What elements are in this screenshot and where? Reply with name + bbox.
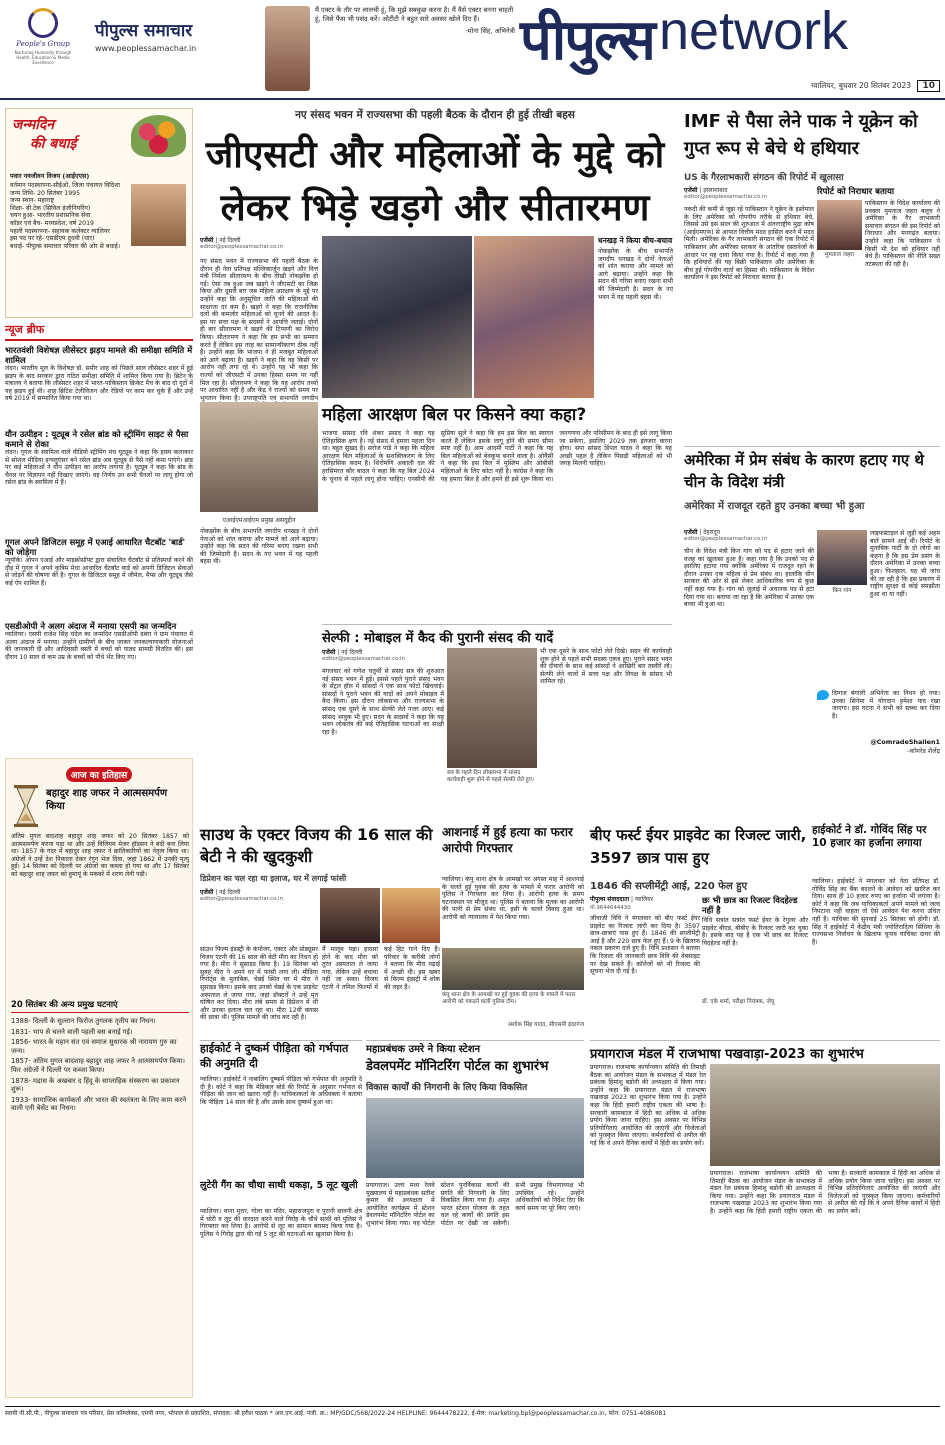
- lead-headline: जीएसटी और महिलाओं के मुद्दे को लेकर भिड़े खड़गे और सीतारमण: [205, 133, 665, 229]
- hc-teacher-body: ग्वालियर। हाईकोर्ट ने मंगलवार को नेता प्रतिपक्ष डॉ. गोविंद सिंह का बैंक बदलने के आवेदन को खारिज कर दिया। साथ ही 10 हजार रुपए का हर्जाना भी लगाया है। कोर्ट ने कहा कि जब याचिकाकर्ता अपने मामले को जल्द निपटाना नहीं चाहता तो ऐसे आवेदन पेश करना उचित नहीं है। याचिका की सुनवाई 25 सितंबर को होगी। डॉ. सिंह ने हाईकोर्ट में केंद्रीय मंत्री ज्योतिरादित्य सिंधिया के राज्यसभा निर्वाचन के खिलाफ चुनाव याचिका दायर की है।: [812, 878, 940, 946]
- vijay-title: साउथ के एक्टर विजय की 16 साल की बेटी ने की खुदकुशी: [200, 825, 433, 866]
- bfirst-phone: मो.9644644430: [590, 905, 631, 911]
- imf-subtitle: US के गैरलाभकारी संगठन की रिपोर्ट में खुलासा: [684, 173, 844, 183]
- bfirst-box-title: छः भी छात्र का रिजल्ट विदहेल्ड नहीं है: [702, 895, 798, 915]
- quotes-credit: एआईएमआईएम प्रमुख असदुद्दीन: [222, 517, 296, 524]
- mumtaz-photo: [817, 200, 862, 250]
- railway-photo: [366, 1098, 584, 1178]
- brief-item: [5, 345, 193, 425]
- brand-logo: [520, 0, 940, 80]
- bfirst-agency: पीपुल्स संवाददाता: [590, 896, 630, 903]
- hc-rape-body: ग्वालियर। हाईकोर्ट ने नाबालिग दुष्कर्म पीड़िता को गर्भपात की अनुमति दे दी है। कोर्ट ने कहा कि मेडिकल बोर्ड की रिपोर्ट के अनुसार गर्भपात से पीड़िता की जान को खतरा नहीं है। याचिकाकर्ता के अधिवक्ता ने बताया कि पीड़िता 14 साल की है और उसके साथ दुष्कर्म हुआ था।: [200, 1076, 362, 1106]
- history-event: 1933- सामाजिक कार्यकर्ता और भारत की स्वतंत्रता के लिए काम करने वाली एनी बेसेंट का निधन।: [11, 1095, 187, 1113]
- lead-photo-sitharaman: [474, 236, 594, 398]
- brand-english: network: [659, 1, 849, 61]
- bfirst-subtitle: 1846 की सप्लीमेंट्री आई, 220 फेल हुए: [590, 881, 748, 892]
- lead-city: नई दिल्ली: [219, 237, 241, 244]
- brief-item: [5, 621, 193, 699]
- history-event: 1856- भारत के महान संत एवं समाज सुधारक श्री नारायण गुरु का जन्म।: [11, 1038, 177, 1055]
- hourglass-icon: [12, 785, 40, 827]
- brief-title: भारतवंशी विशेषज्ञ लीसेस्टर झड़प मामले की समीक्षा समिति में शामिल: [5, 345, 193, 365]
- quote-portrait: [265, 6, 310, 91]
- history-body: अंतिम मुगल बादशाह बहादुर शाह जफर को 20 सितंबर 1857 को आत्मसमर्पण करना पड़ा था और उन्हें विलियम मेजर हॉडसन ने बंदी बना लिया था। 1857 के गदर में बहादुर शाह जफर ने क्रांतिकारियों का नेतृत्व किया था। अंग्रेजों ने उन्हें देश निकाला देकर रंगून भेज दिया, जहां 1862 में उनकी मृत्यु हुई। 14 सितंबर को दिल्ली पर अंग्रेजों का कब्जा हो गया था और 17 सितंबर को बहादुर शाह जफर को हुमायूं के मकबरे में शरण लेनी पड़ी।: [11, 833, 189, 878]
- mumtaz-label: मुमताज जहरा: [824, 252, 855, 258]
- birthday-line: वर्तमान पदस्थापना-सीईओ, जिला पंचायत विदिशा: [10, 182, 121, 189]
- qin-gang-label: किन गांग: [832, 588, 852, 594]
- history-event: 1388- दिल्ली के सुल्तान फिरोज तुगलक तृतीय का निधन।: [11, 1017, 156, 1025]
- twitter-icon: [817, 690, 829, 700]
- history-title: बहादुर शाह जफर ने आत्मसमर्पण किया: [46, 788, 168, 812]
- selfie-side-body: भी एक दूसरे के साथ फोटो लेते दिखे। सदन की कार्यवाही शुरू होने से पहले सभी सदस्य एकत्र हुए। पुराने संसद भवन की दीवारों के साथ कई सांसदों ने आखिरी बार तस्वीरें लीं। सेल्फी लेने वालों में सत्ता पक्ष और विपक्ष के सांसद भी शामिल रहे।: [540, 648, 672, 686]
- bfirst-city: ग्वालियर: [634, 896, 654, 903]
- ashtana-body: ग्वालियर। कंपू थाना क्षेत्र के आमखो पर अगस्त माह में आशनाई के चलते हुई युवक की हत्या के मामले में फरार आरोपी को पुलिस ने गिरफ्तार कर लिया है। आरोपी हत्या के समय घटनास्थल पर मौजूद था। पुलिस ने बताया कि मृतक का आरोपी की पत्नी से प्रेम संबंध था, इसी के चलते विवाद हुआ था। आरोपी को न्यायालय में पेश किया गया।: [442, 876, 584, 921]
- imf-agency: एजेंसी: [684, 187, 698, 194]
- lead-agency: एजेंसी: [200, 237, 214, 244]
- birthday-line: चयन हुआ- भारतीय प्रशासनिक सेवा: [10, 212, 91, 220]
- quotes-title: महिला आरक्षण बिल पर किसने क्या कहा?: [322, 405, 587, 425]
- lead-body-continued: नोकझोंक के बीच सभापति जगदीप धनखड़ ने दोनों नेताओं को शांत कराया और मामले को आगे बढ़ाया। उन्होंने कहा कि सदन की गरिमा बनाए रखना सभी की जिम्मेदारी है। सदन के नए भवन में यह पहली बहस थी।: [200, 528, 318, 566]
- tweet-author: -कॉमरेड शैलेंद्र: [907, 747, 940, 755]
- group-logo-icon: [28, 8, 58, 38]
- bfirst-box: [702, 895, 808, 1035]
- rajbhasha-title: प्रयागराज मंडल में राजभाषा पखवाड़ा-2023 का शुभारंभ: [590, 1040, 940, 1062]
- lead-kicker: नए संसद भवन में राज्यसभा की पहली बैठक के दौरान ही हुई तीखी बहस: [295, 109, 575, 121]
- rajbhasha-body: प्रयागराज। राजभाषा कार्यान्वयन समिति की तिमाही बैठक का आयोजन मंडल के सभाकक्ष में मंडल रेल प्रबंधक हिमांशु बडोनी की अध्यक्षता में किया गया। उन्होंने कहा कि प्रयागराज मंडल में राजभाषा पखवाड़ा 2023 का शुभारंभ किया गया है। उन्होंने कहा कि हिंदी हमारी राष्ट्रीय एकता की भाषा है। सरकारी कामकाज में हिंदी का अधिक से अधिक प्रयोग किया जाना चाहिए। इस अवसर पर विभिन्न प्रतियोगिताएं आयोजित की जाएंगी और विजेताओं को पुरस्कृत किया जाएगा। कर्मचारियों से अपील की गई कि वे अपने दैनिक कार्यों में हिंदी का प्रयोग करें।: [590, 1064, 706, 1147]
- rajbhasha-body-continued: प्रयागराज। राजभाषा कार्यान्वयन समिति की तिमाही बैठक का आयोजन मंडल के सभाकक्ष में मंडल रेल प्रबंधक हिमांशु बडोनी की अध्यक्षता में किया गया। उन्होंने कहा कि प्रयागराज मंडल में राजभाषा पखवाड़ा 2023 का शुभारंभ किया गया है। उन्होंने कहा कि हिंदी हमारी राष्ट्रीय एकता की भाषा है। सरकारी कामकाज में हिंदी का अधिक से अधिक प्रयोग किया जाना चाहिए। इस अवसर पर विभिन्न प्रतियोगिताएं आयोजित की जाएंगी और विजेताओं को पुरस्कृत किया जाएगा। कर्मचारियों से अपील की गई कि वे अपने दैनिक कार्यों में हिंदी का प्रयोग करें।: [710, 1170, 940, 1215]
- ashtana-caption: कंपू थाना क्षेत्र के आमखो पर हुई युवक की हत्या के मामले में फरार आरोपी को पकड़ने वाली पुलिस टीम।: [442, 992, 576, 1005]
- quote-box: [315, 6, 515, 92]
- china-subtitle: अमेरिका में राजदूत रहते हुए उनका बच्चा भी हुआ: [684, 501, 865, 512]
- lead-byline: एजेंसी | नई दिल्ली editor@peoplessamachar.co.in: [200, 236, 320, 256]
- lead-photo-kharge: [322, 236, 472, 398]
- birthday-person-photo: [131, 184, 186, 246]
- vijay-email[interactable]: editor@peoplessamachar.co.in: [200, 896, 283, 902]
- china-city: देहरादून: [703, 529, 721, 536]
- brief-body: लंदन। गूगल के स्वामित्व वाले वीडियो स्ट्रीमिंग मंच यूट्यूब ने कहा कि हास्य कलाकार से सोशल मीडिया इन्फ्लुएंसर बने रसेल ब्रांड अब यूट्यूब से पैसे नहीं कमा पाएंगे। ब्रांड पर कई महिलाओं ने यौन उत्पीड़न का आरोप लगाया है। यूट्यूब ने कहा कि ब्रांड के चैनल पर विज्ञापन नहीं दिखाए जाएंगे। यह निर्णय उन सभी चैनलों पर लागू होगा जो रसेल ब्रांड के स्वामित्व में हैं।: [5, 449, 193, 487]
- hc-rape-title: हाईकोर्ट ने दुष्कर्म पीड़िता को गर्भपात की अनुमति दी: [200, 1040, 362, 1074]
- selfie-agency: एजेंसी: [322, 649, 336, 656]
- page-number: 10: [917, 80, 940, 92]
- vijay-agency: एजेंसी: [200, 889, 214, 896]
- hc-rape-sub-body: ग्वालियर। थाना मुरार, गोला का मंदिर, महाराजपुरा व पुरानी छावनी क्षेत्र में चोरी व लूट की वारदात करने वाले गिरोह के चौथे साथी को पुलिस ने गिरफ्तार कर लिया है। आरोपी से लूट का सामान बरामद किया गया है। पुलिस ने गिरोह द्वारा की गई 5 लूट की घटनाओं का खुलासा किया है।: [200, 1208, 362, 1238]
- brief-title: एसडीओपी ने अलग अंदाज में मनाया एसपी का जन्मदिन: [5, 621, 177, 631]
- lead-side-title: धनखड़ ने किया बीच-बचाव: [598, 236, 673, 245]
- imf-box-title: रिपोर्ट को निराधार बताया: [817, 187, 895, 197]
- quote-author: -मोना सिंह, अभिनेत्री: [465, 27, 515, 35]
- history-box: [5, 758, 193, 1398]
- bfirst-box-body: विधि सत्रांत सत्रांत फर्स्ट ईयर के रेगुलर और प्राइवेट बीएड, बीबीए के रिजल्ट जारी कर चुका है। इसके बाद यह है एक भी छात्र का रिजल्ट विदहेल्ड नहीं है।: [702, 917, 808, 947]
- group-name: People's Group: [16, 40, 70, 48]
- brief-body: लंदन। भारतीय मूल के विशेषज्ञ डॉ. समीर शाह को पिछले साल लीसेस्टर शहर में हुई झड़प के बाद सरकार द्वारा गठित समीक्षा समिति में शामिल किया गया है। ब्रिटेन के मंत्रालय ने बताया कि लीसेस्टर शहर में भारत-पाकिस्तान क्रिकेट मैच के बाद दो गुटों में यह झड़प हुई थी। शाह ब्रिटिश टेलीविजन और रेडियो पर काम कर चुके हैं और उन्हें वर्ष 2019 में सम्मानित किया गया था।: [5, 365, 193, 403]
- brief-item: [5, 537, 193, 617]
- history-events: [11, 1017, 189, 1393]
- rajbhasha-photo: [710, 1064, 940, 1166]
- imf-body: नकदी की कमी से जूझ रहे पाकिस्तान ने यूक्रेन के इस्तेमाल के लिए अमेरिका को गोपनीय तरीके से हथियार बेचे, जिससे उसे इस साल की शुरुआत में अंतरराष्ट्रीय मुद्रा कोष (आईएमएफ) से आपात वित्तीय मदद हासिल करने में मदद मिली। अमेरिका के गैर लाभकारी संगठन की एक रिपोर्ट में पाकिस्तान और अमेरिका सरकार के आंतरिक दस्तावेजों के आधार पर यह दावा किया गया है। रिपोर्ट में कहा गया है कि हथियारों की यह बिक्री पाकिस्तान और अमेरिका के बीच हुई गोपनीय वार्ता का हिस्सा थी। पाकिस्तान के विदेश कार्यालय ने इस रिपोर्ट को निराधार बताया है।: [684, 206, 814, 282]
- railway-subtitle: विकास कार्यों की निगरानी के लिए किया विकसित: [366, 1083, 528, 1093]
- imf-title: IMF से पैसा लेने पाक ने यूक्रेन को गुप्त रूप से बेचे थे हथियार: [684, 111, 918, 159]
- history-others-label: 20 सितंबर की अन्य प्रमुख घटनाएं: [11, 999, 189, 1013]
- ashtana-photo: [442, 948, 584, 990]
- imf-city: इस्लामाबाद: [703, 187, 728, 194]
- paper-small-title: पीपुल्स समाचार: [95, 21, 193, 41]
- birthday-label-bottom: की बधाई: [30, 136, 77, 152]
- china-email[interactable]: editor@peoplessamachar.co.in: [684, 536, 767, 542]
- birthday-line: इस पद पर रहे- एसडीएम दुधवी (धार): [10, 235, 95, 243]
- selfie-title: सेल्फी : मोबाइल में कैद की पुरानी संसद की यादें: [322, 624, 672, 646]
- bfirst-title: बीए फर्स्ट ईयर प्राइवेट का रिजल्ट जारी, 3597 छात्र पास हुए: [590, 826, 807, 867]
- birthday-line: शिक्षा- बी.टेक (सिविल इंजीनियरिंग): [10, 204, 91, 212]
- paper-url[interactable]: www.peoplessamachar.in: [95, 44, 197, 53]
- lead-body: नए संसद भवन में राज्यसभा की पहली बैठक के दौरान ही नेता प्रतिपक्ष मल्लिकार्जुन खड़गे और वित्त मंत्री निर्मला सीतारमण के बीच तीखी नोकझोंक हो गई। ऐसा तब हुआ जब खड़गे ने जीएसटी का जिक्र किया और दूसरी बार जब महिला आरक्षण के मुद्दे पर उन्होंने कहा कि अनुसूचित जाति की महिलाओं की साक्षरता दर कम है। खड़गे ने कहा कि राजनीतिक दलों की कमजोर महिलाओं को चुनने की आदत है। इस पर सत्ता पक्ष के सदस्यों ने आपत्ति जताई। दोनों ही बार सीतारमण ने खड़गे की टिप्पणी का विरोध किया। सीतारमण ने कहा कि हम सभी का सम्मान करते हैं लेकिन इस तरह का सामान्यीकरण ठीक नहीं है। उन्होंने कहा कि भाजपा ने ही मजबूत महिलाओं को आगे बढ़ाया है। खड़गे ने कहा कि वह किसी पर आरोप नहीं लगा रहे थे। उन्होंने यह भी कहा कि राज्यों को जीएसटी में उनका हिस्सा समय पर नहीं मिल रहा है। सीतारमण ने कहा कि यह आरोप तथ्यों पर आधारित नहीं है और केंद्र ने राज्यों को समय पर भुगतान किया है। उपराष्ट्रपति एवं सभापति जगदीप: [200, 258, 318, 402]
- brief-body: ग्वालियर। एसपी राजेश सिंह चंदेल का जन्मदिन एसडीओपी डबरा ने ग्राम पंचायत में अलग अंदाज में मनाया। उन्होंने ग्रामीणों के बीच जाकर जनकल्याणकारी योजनाओं की जानकारी दी और आदिवासी बस्ती में बच्चों को पाठ्य सामग्री वितरित की। इस दौरान 10 साल से कम उम्र के बच्चों को पौधे भेंट किए गए।: [5, 631, 193, 661]
- brief-title: गूगल अपने डिजिटल समूह में एआई आधारित चैटबॉट 'बार्ड' को जोड़ेगा: [5, 537, 186, 557]
- quotes-body: भाजपा सांसद रवि शंकर प्रसाद ने कहा यह ऐतिहासिक क्षण है। नई संसद में हमारा पहला दिन था। बहुत सुखद है। सरोज पांडे ने कहा कि महिला आरक्षण बिल महिलाओं के सशक्तिकरण के लिए ऐतिहासिक कदम है। शिरोमणि अकाली दल की हरसिमरत कौर बादल ने कहा कि यह बिल 2024 के चुनाव से पहले लागू होना चाहिए। एनसीपी की सुप्रिया सुले ने कहा कि हम इस बिल का स्वागत करते हैं लेकिन इसके लागू होने की समय सीमा स्पष्ट नहीं है। आम आदमी पार्टी ने कहा कि यह बिल महिलाओं को बेवकूफ बनाने वाला है। ओवैसी ने कहा कि इस बिल में मुस्लिम और ओबीसी महिलाओं के लिए कोटा नहीं है। कांग्रेस ने कहा कि यह हमारा बिल है और हमने ही इसे शुरू किया था। जनगणना और परिसीमन के बाद ही इसे लागू किया जा सकेगा, इसलिए 2029 तक इंतजार करना होगा। सपा सांसद डिंपल यादव ने कहा कि यह अच्छी पहल है लेकिन पिछड़ी महिलाओं को भी जगह मिलनी चाहिए।: [322, 430, 672, 483]
- imf-box: [817, 186, 940, 406]
- meera-photo: [382, 888, 440, 943]
- lead-email[interactable]: editor@peoplessamachar.co.in: [200, 244, 283, 250]
- imf-email[interactable]: editor@peoplessamachar.co.in: [684, 194, 767, 200]
- history-label: आज का इतिहास: [66, 767, 132, 782]
- vijay-side-body: मैं मालूम पड़ा। हादसा होने के बाद मीरा को तुरंत अस्पताल ले जाया गया, लेकिन उन्हें बचाया नहीं जा सका। विजय एंटनी ने तमिल फिल्मों में कई हिट गाने दिए हैं। परिवार के करीबी लोगों ने बताया कि मीरा पढ़ाई में अच्छी थी। इस खबर से फिल्म इंडस्ट्री में शोक की लहर है।: [322, 946, 440, 991]
- birthday-name: पवार नवजीवन विजय (आईएएस): [10, 172, 90, 180]
- dateline: [720, 80, 940, 96]
- railway-kicker: महाप्रबंधक उमरे ने किया स्टेशन: [366, 1040, 584, 1056]
- birthday-line: जन्म तिथि- 20 सितंबर 1995: [10, 189, 81, 197]
- brief-title: यौन उत्पीड़न : यूट्यूब ने रसेल ब्रांड को स्ट्रीमिंग साइट से पैसा कमाने से रोका: [5, 429, 189, 449]
- birthday-line: बधाई- पीपुल्स समाचार परिवार की ओर से बधाई।: [10, 242, 121, 250]
- imf-box-body: पाकिस्तान के विदेश कार्यालय की प्रवक्ता मुमताज जहरा बलूच ने अमेरिका के गैर लाभकारी समाचार संगठन की इस रिपोर्ट को निराधार और मनगढ़ंत बताया। उन्होंने कहा कि पाकिस्तान ने किसी भी देश को हथियार नहीं बेचे हैं। पाकिस्तान की नीति सख्त तटस्थता की रही है।: [865, 200, 940, 268]
- birthday-label-top: जन्मदिन: [12, 117, 55, 133]
- quote-text: मैं एक्टर के तौर पर लालची हूं, कि मुझे सबकुछ करना है। मैं वैसे एक्टर बनना चाहती हूं, जिसे फैंस भी पसंद करें। ओटीटी ने बहुत सारे अवसर खोले दिए हैं।: [315, 6, 514, 23]
- vijay-city: नई दिल्ली: [219, 889, 241, 896]
- vijay-photo: [320, 888, 380, 943]
- paper-small-logo: [95, 18, 265, 78]
- china-body: चीन के विदेश मंत्री किन गांग को पद से हटाए जाने की वजह का खुलासा हुआ है। कहा गया है कि उनको पद से इसलिए हटाया गया क्योंकि अमेरिका में राजदूत रहने के दौरान उनका एक महिला से प्रेम संबंध था। हालांकि चीन सरकार की ओर से इसे लेकर आधिकारिक रूप से कुछ नहीं कहा गया है। गांग को जुलाई में अचानक पद से हटा दिया गया था। बताया जा रहा है कि अमेरिका में उनका एक बच्चा भी हुआ था।: [684, 548, 814, 609]
- tweet-box: [817, 690, 940, 770]
- china-byline: एजेंसी | देहरादून editor@peoplessamachar.co.in: [684, 528, 814, 546]
- brief-body: न्यूयॉर्क। ओपन एआई और माइक्रोसॉफ्ट द्वारा संचालित चैटबॉट से प्रतिस्पर्धा करने की दौड़ में गूगल ने अपने कृत्रिम मेधा आधारित चैटबॉट बार्ड को अपनी डिजिटल सेवाओं से जोड़ने की घोषणा की है। गूगल के डिजिटल समूह में जीमेल, मैप्स और यूट्यूब जैसे कई ऐप शामिल हैं।: [5, 557, 193, 587]
- birthday-line: कॉडर एवं बैच- मध्यप्रदेश, वर्ष 2019: [10, 219, 94, 227]
- news-brief-label: न्यूज ब्रीफ: [5, 322, 193, 341]
- bfirst-credit: डॉ. एके शर्मा, परीक्षा नियंत्रक, जेयू: [702, 999, 775, 1005]
- brief-item: [5, 429, 193, 533]
- news-brief: [5, 322, 193, 752]
- railway-title: डेवलपमेंट मॉनिटरिंग पोर्टल का शुभारंभ: [366, 1059, 549, 1074]
- ashtana-title: आशनाई में हुई हत्या का फरार आरोपी गिरफ्तार: [442, 825, 573, 855]
- hc-teacher-title: हाईकोर्ट ने डॉ. गोविंद सिंह पर 10 हजार का हर्जाना लगाया: [812, 824, 927, 849]
- history-event: 1857- अंतिम मुगल बादशाह बहादुर शाह जफर ने आत्मसमर्पण किया। फिर अंग्रेजों ने दिल्ली पर कब्जा किया।: [11, 1057, 185, 1074]
- flower-bouquet-icon: [131, 115, 186, 157]
- birthday-details: [10, 182, 130, 317]
- qin-gang-photo: [817, 530, 867, 585]
- birthday-line: पहली पदस्थापना- सहायक कलेक्टर ग्वालियर: [10, 227, 110, 235]
- lead-side-body: नोकझोंक के बीच सभापति जगदीप धनखड़ ने दोनों नेताओं को शांत कराया और मामले को आगे बढ़ाया। उन्होंने कहा कि सदन की गरिमा बनाए रखना सभी की जिम्मेदारी है। सदन के नए भवन में यह पहली बहस थी।: [598, 248, 673, 301]
- bfirst-body: जीवाजी विवि ने मंगलवार को बीए फर्स्ट ईयर प्राइवेट का रिजल्ट जारी कर दिया है। 3597 छात्र-छात्राएं पास हुए हैं। 1846 की सप्लीमेंट्री आई है और 220 छात्र फेल हुए हैं। 9 के खिलाफ नकल प्रकरण दर्ज हुए हैं। विवि प्रशासन ने बताया कि रिजल्ट की जानकारी छात्र विवि की वेबसाइट पर देख सकते हैं। कॉलेजों को भी रिजल्ट की सूचना भेज दी गई है।: [590, 915, 700, 976]
- imf-byline: एजेंसी | इस्लामाबाद editor@peoplessamachar.co.in: [684, 186, 814, 204]
- birthday-line: जन्म स्थान- महाराष्ट्र: [10, 197, 55, 205]
- china-agency: एजेंसी: [684, 529, 698, 536]
- hc-rape-sub-title: लुटेरी गैंग का चौथा साथी धकड़ा, 5 लूट खुली: [200, 1180, 358, 1191]
- vijay-subtitle: डिप्रेशन का चल रहा था इलाज, घर में लगाई फांसी: [200, 874, 347, 883]
- birthday-box: [5, 108, 193, 318]
- lead-side: [598, 236, 673, 398]
- ashtana-credit: अशोक सिंह यादव, सीएसपी इंदरगंज: [507, 1022, 584, 1028]
- vijay-body: साउथ फिल्म इंडस्ट्री के कंपोजर, एक्टर और प्रोड्यूसर विजय एंटनी की 16 साल की बेटी मीरा का निधन हो गया है। मीरा ने सुसाइड किया है। 19 सितंबर को सुबह मीरा ने अपने घर में फांसी लगा ली। मीडिया रिपोर्ट्स के मुताबिक, चेन्नई स्थित घर में मीरा ने सुसाइड किया। इसके बाद उनको चेन्नई के एक प्राइवेट अस्पताल ले जाया गया, जहां डॉक्टरों ने उन्हें मृत घोषित कर दिया। मीरा लंबे समय से डिप्रेशन में थीं और उनका इलाज चल रहा था। मीरा 12वीं क्लास की छात्रा थी। पुलिस मामले की जांच कर रही है।: [200, 946, 318, 1022]
- selfie-body: मंगलवार को गणेश चतुर्थी से संसद सत्र की शुरुआत नई संसद भवन में हुई। इससे पहले पुराने संसद भवन के सेंट्रल हॉल में सांसदों ने एक साथ फोटो खिंचवाई। सांसदों ने पुराने भवन की यादों को अपने मोबाइल में कैद किया। इस दौरान लोकसभा और राज्यसभा के सांसद एक दूसरे के साथ सेल्फी लेते नजर आए। कई सांसद भावुक भी हुए। सदन के सदस्यों ने कहा कि यह भवन लोकतंत्र की कई ऐतिहासिक घटनाओं का साक्षी रहा है।: [322, 668, 444, 736]
- birthday-label: [12, 115, 122, 153]
- masthead: [0, 0, 945, 100]
- group-tagline: Nurturing Humanity through Health, Education & Media Excellence: [14, 50, 72, 65]
- history-event: 1831- भाप से चलने वाली पहली बस बनाई गई।: [11, 1027, 133, 1036]
- selfie-byline: एजेंसी | नई दिल्ली editor@peoplessamachar.co.in: [322, 648, 442, 666]
- china-side-body: लाइफस्टाइल से जुड़ी कई अहम बातें सामने आई थीं। रिपोर्ट के मुताबिक पार्टी के दो लोगों का कहना है कि इस प्रेम प्रसंग के दौरान अमेरिका में उनका बच्चा हुआ। फिलहाल, यह भी जांच की जा रही है कि इस प्रकरण में राष्ट्रीय सुरक्षा से कोई समझौता हुआ था या नहीं।: [870, 530, 940, 598]
- lead-photo-mp: [200, 402, 318, 512]
- selfie-email[interactable]: editor@peoplessamachar.co.in: [322, 656, 405, 662]
- history-event: 1878- मद्रास के अखबार द हिंदू के साप्ताहिक संस्करण का प्रकाशन शुरू।: [11, 1076, 180, 1094]
- railway-body: प्रयागराज। उत्तर मध्य रेलवे मुख्यालय में महाप्रबंधक सतीश कुमार की अध्यक्षता में आयोजित कार्यक्रम में स्टेशन डेवलपमेंट मॉनिटरिंग पोर्टल का शुभारंभ किया गया। यह पोर्टल स्टेशन पुनर्विकास कार्यों की प्रगति की निगरानी के लिए विकसित किया गया है। अमृत भारत स्टेशन योजना के तहत चल रहे कार्यों की प्रगति इस पोर्टल पर देखी जा सकेगी। सभी प्रमुख विभागाध्यक्ष भी उपस्थित रहे। उन्होंने अधिकारियों को निर्देश दिए कि कार्य समय पर पूरे किए जाएं।: [366, 1182, 584, 1227]
- brand-hindi: पीपुल्स: [520, 8, 654, 73]
- vijay-byline: एजेंसी | नई दिल्ली editor@peoplessamachar.co.in: [200, 888, 320, 906]
- tweet-handle[interactable]: @ComradeShailen1: [870, 738, 940, 746]
- dateline-text: ग्वालियर, बुधवार 20 सितंबर 2023: [811, 81, 912, 90]
- footer: स्वामी पी.सी.पी., पीपुल्स समाचार पत्र परिसर, प्रेस कॉम्प्लेक्स, एमपी नगर, भोपाल से प्रकाशित, संपादक: श्री हरीश पाठक * आर.एन.आई. पंजी. क्र.: MP/GDC/568/2022-24 HELPLINE: 9644478222, ई-मेल: marketing.bpl@peoplessamachar.co.in, फोन: 0751-4086081: [5, 1406, 940, 1440]
- selfie-caption: सत्र के पहले दिन लोकसभा में सांसद कार्यवाही शुरू होने से पहले सेल्फी लेते हुए।: [447, 770, 534, 783]
- peoples-group-logo: [8, 8, 78, 88]
- china-title: अमेरिका में प्रेम संबंध के कारण हटाए गए थे चीन के विदेश मंत्री: [684, 446, 940, 498]
- bfirst-byline: पीपुल्स संवाददाता | ग्वालियर मो.9644644430: [590, 895, 710, 913]
- tweet-text: दिग्गज बंगाली अभिनेता का निधन हो गया। उनका सिनेमा में योगदान हमेशा याद रखा जाएगा। इस घटना ने सभी को स्तब्ध कर दिया है।: [832, 690, 940, 720]
- selfie-city: नई दिल्ली: [341, 649, 363, 656]
- selfie-photo: [447, 648, 537, 768]
